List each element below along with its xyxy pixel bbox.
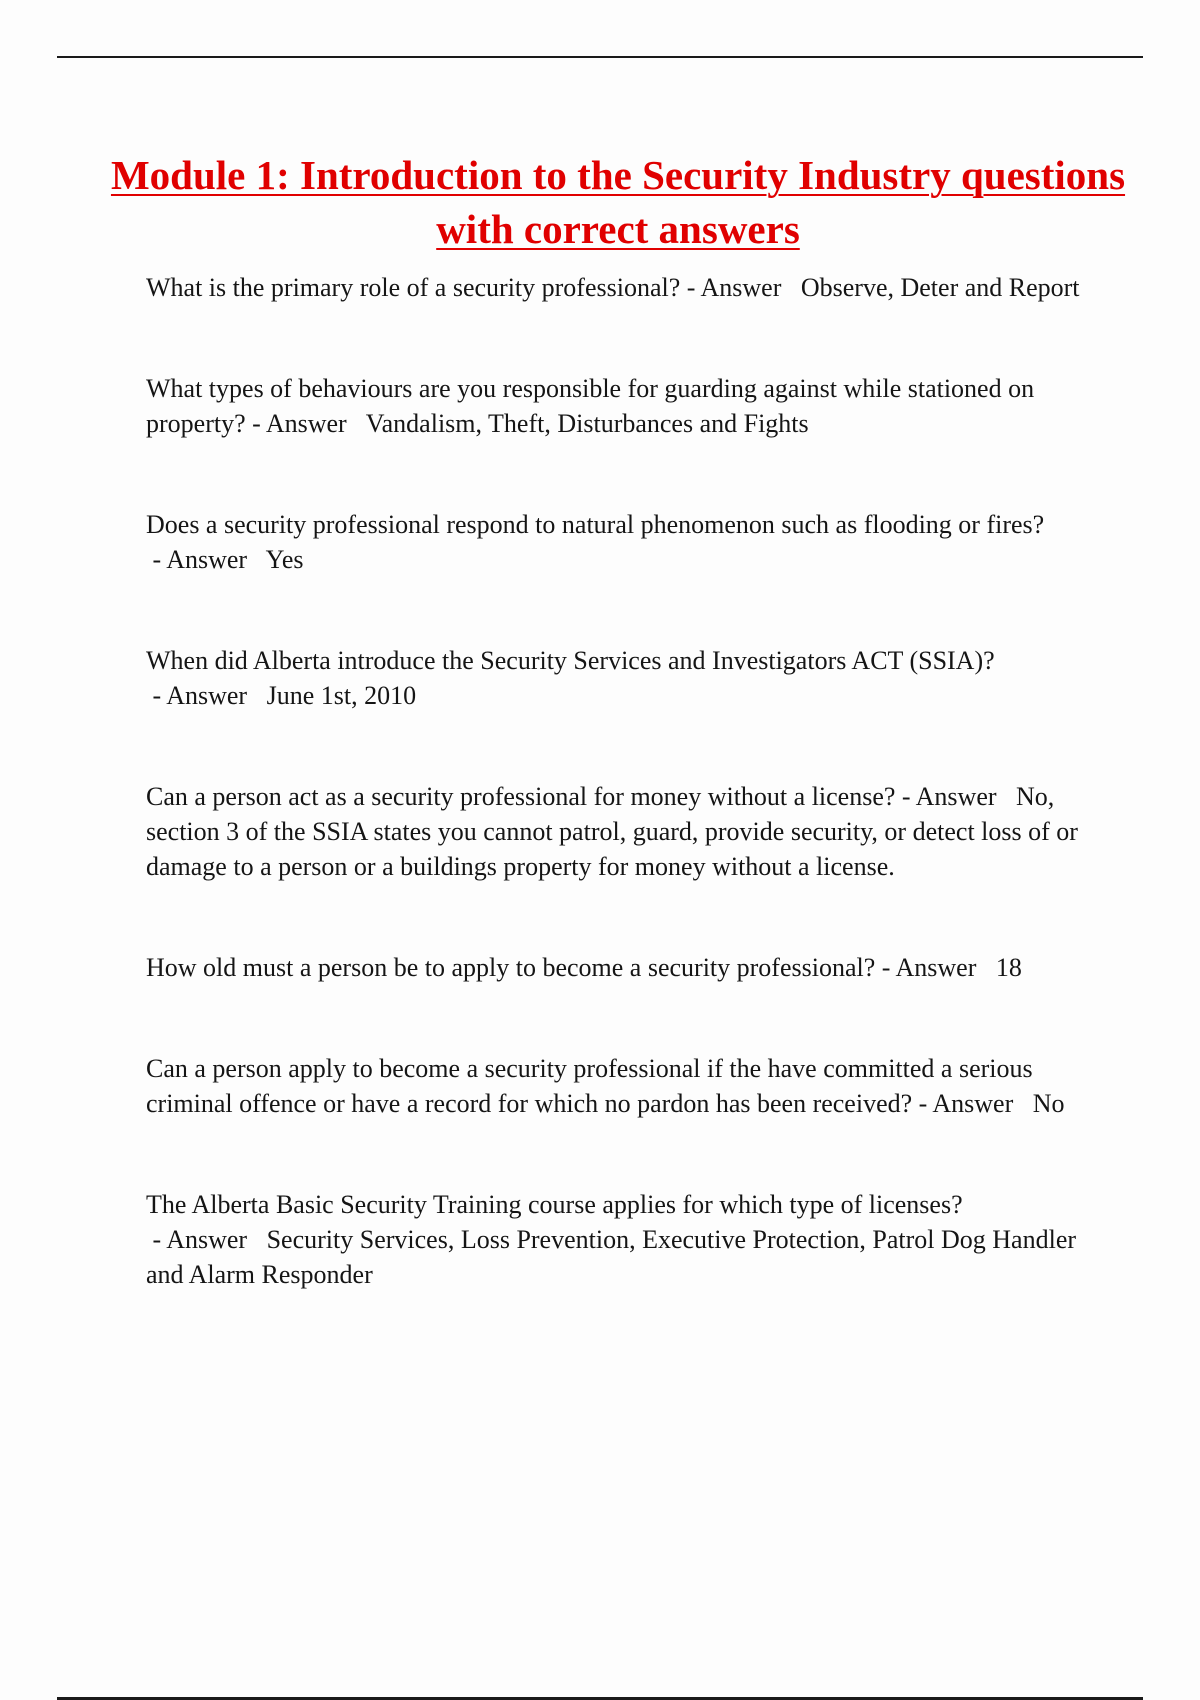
answer-separator: - Answer (912, 1089, 1033, 1118)
qa-item-3 (146, 507, 1096, 577)
qa-list (146, 270, 1096, 1358)
answer-text: June 1st, 2010 (266, 681, 417, 710)
answer-separator: - Answer (146, 1225, 267, 1254)
answer-text: Vandalism, Theft, Disturbances and Fights (365, 409, 809, 438)
qa-item-4 (146, 643, 1096, 713)
qa-item-2 (146, 371, 1096, 441)
question-text: Can a person act as a security professional for money without a license? (146, 782, 896, 811)
question-text: When did Alberta introduce the Security Services and Investigators ACT (SSIA)? (146, 646, 995, 675)
qa-item-1 (146, 270, 1096, 305)
answer-text: 18 (995, 953, 1022, 982)
answer-separator: - Answer (245, 409, 366, 438)
answer-separator: - Answer (895, 782, 1017, 811)
page-title: Module 1: Introduction to the Security Industry questions with correct answers (110, 152, 1126, 252)
answer-text: No (1032, 1089, 1065, 1118)
answer-separator: - Answer (680, 273, 801, 302)
qa-item-8 (146, 1187, 1096, 1292)
answer-text: Yes (265, 545, 304, 574)
qa-item-7 (146, 1051, 1096, 1121)
answer-text: No, section 3 of the SSIA states you cannot patrol, guard, provide security, or detect loss of or damage to a person or a buildings property for money without a license. (146, 782, 1078, 881)
answer-separator: - Answer (146, 545, 266, 574)
question-text: The Alberta Basic Security Training course applies for which type of licenses? (146, 1190, 963, 1219)
question-text: What is the primary role of a security professional? (146, 273, 681, 302)
qa-item-6 (146, 950, 1096, 985)
answer-text: Security Services, Loss Prevention, Executive Protection, Patrol Dog Handler and Alarm Responder (146, 1225, 1077, 1289)
answer-separator: - Answer (875, 953, 996, 982)
header-rule (57, 56, 1143, 58)
answer-text: Observe, Deter and Report (800, 273, 1080, 302)
answer-separator: - Answer (146, 681, 267, 710)
question-text: What types of behaviours are you responsible for guarding against while stationed on property? (146, 374, 1035, 438)
question-text: Does a security professional respond to natural phenomenon such as flooding or fires? (146, 510, 1045, 539)
question-text: Can a person apply to become a security professional if the have committed a serious criminal offence or have a record for which no pardon has been received? (146, 1054, 1033, 1118)
question-text: How old must a person be to apply to become a security professional? (146, 953, 876, 982)
qa-item-5 (146, 779, 1096, 884)
